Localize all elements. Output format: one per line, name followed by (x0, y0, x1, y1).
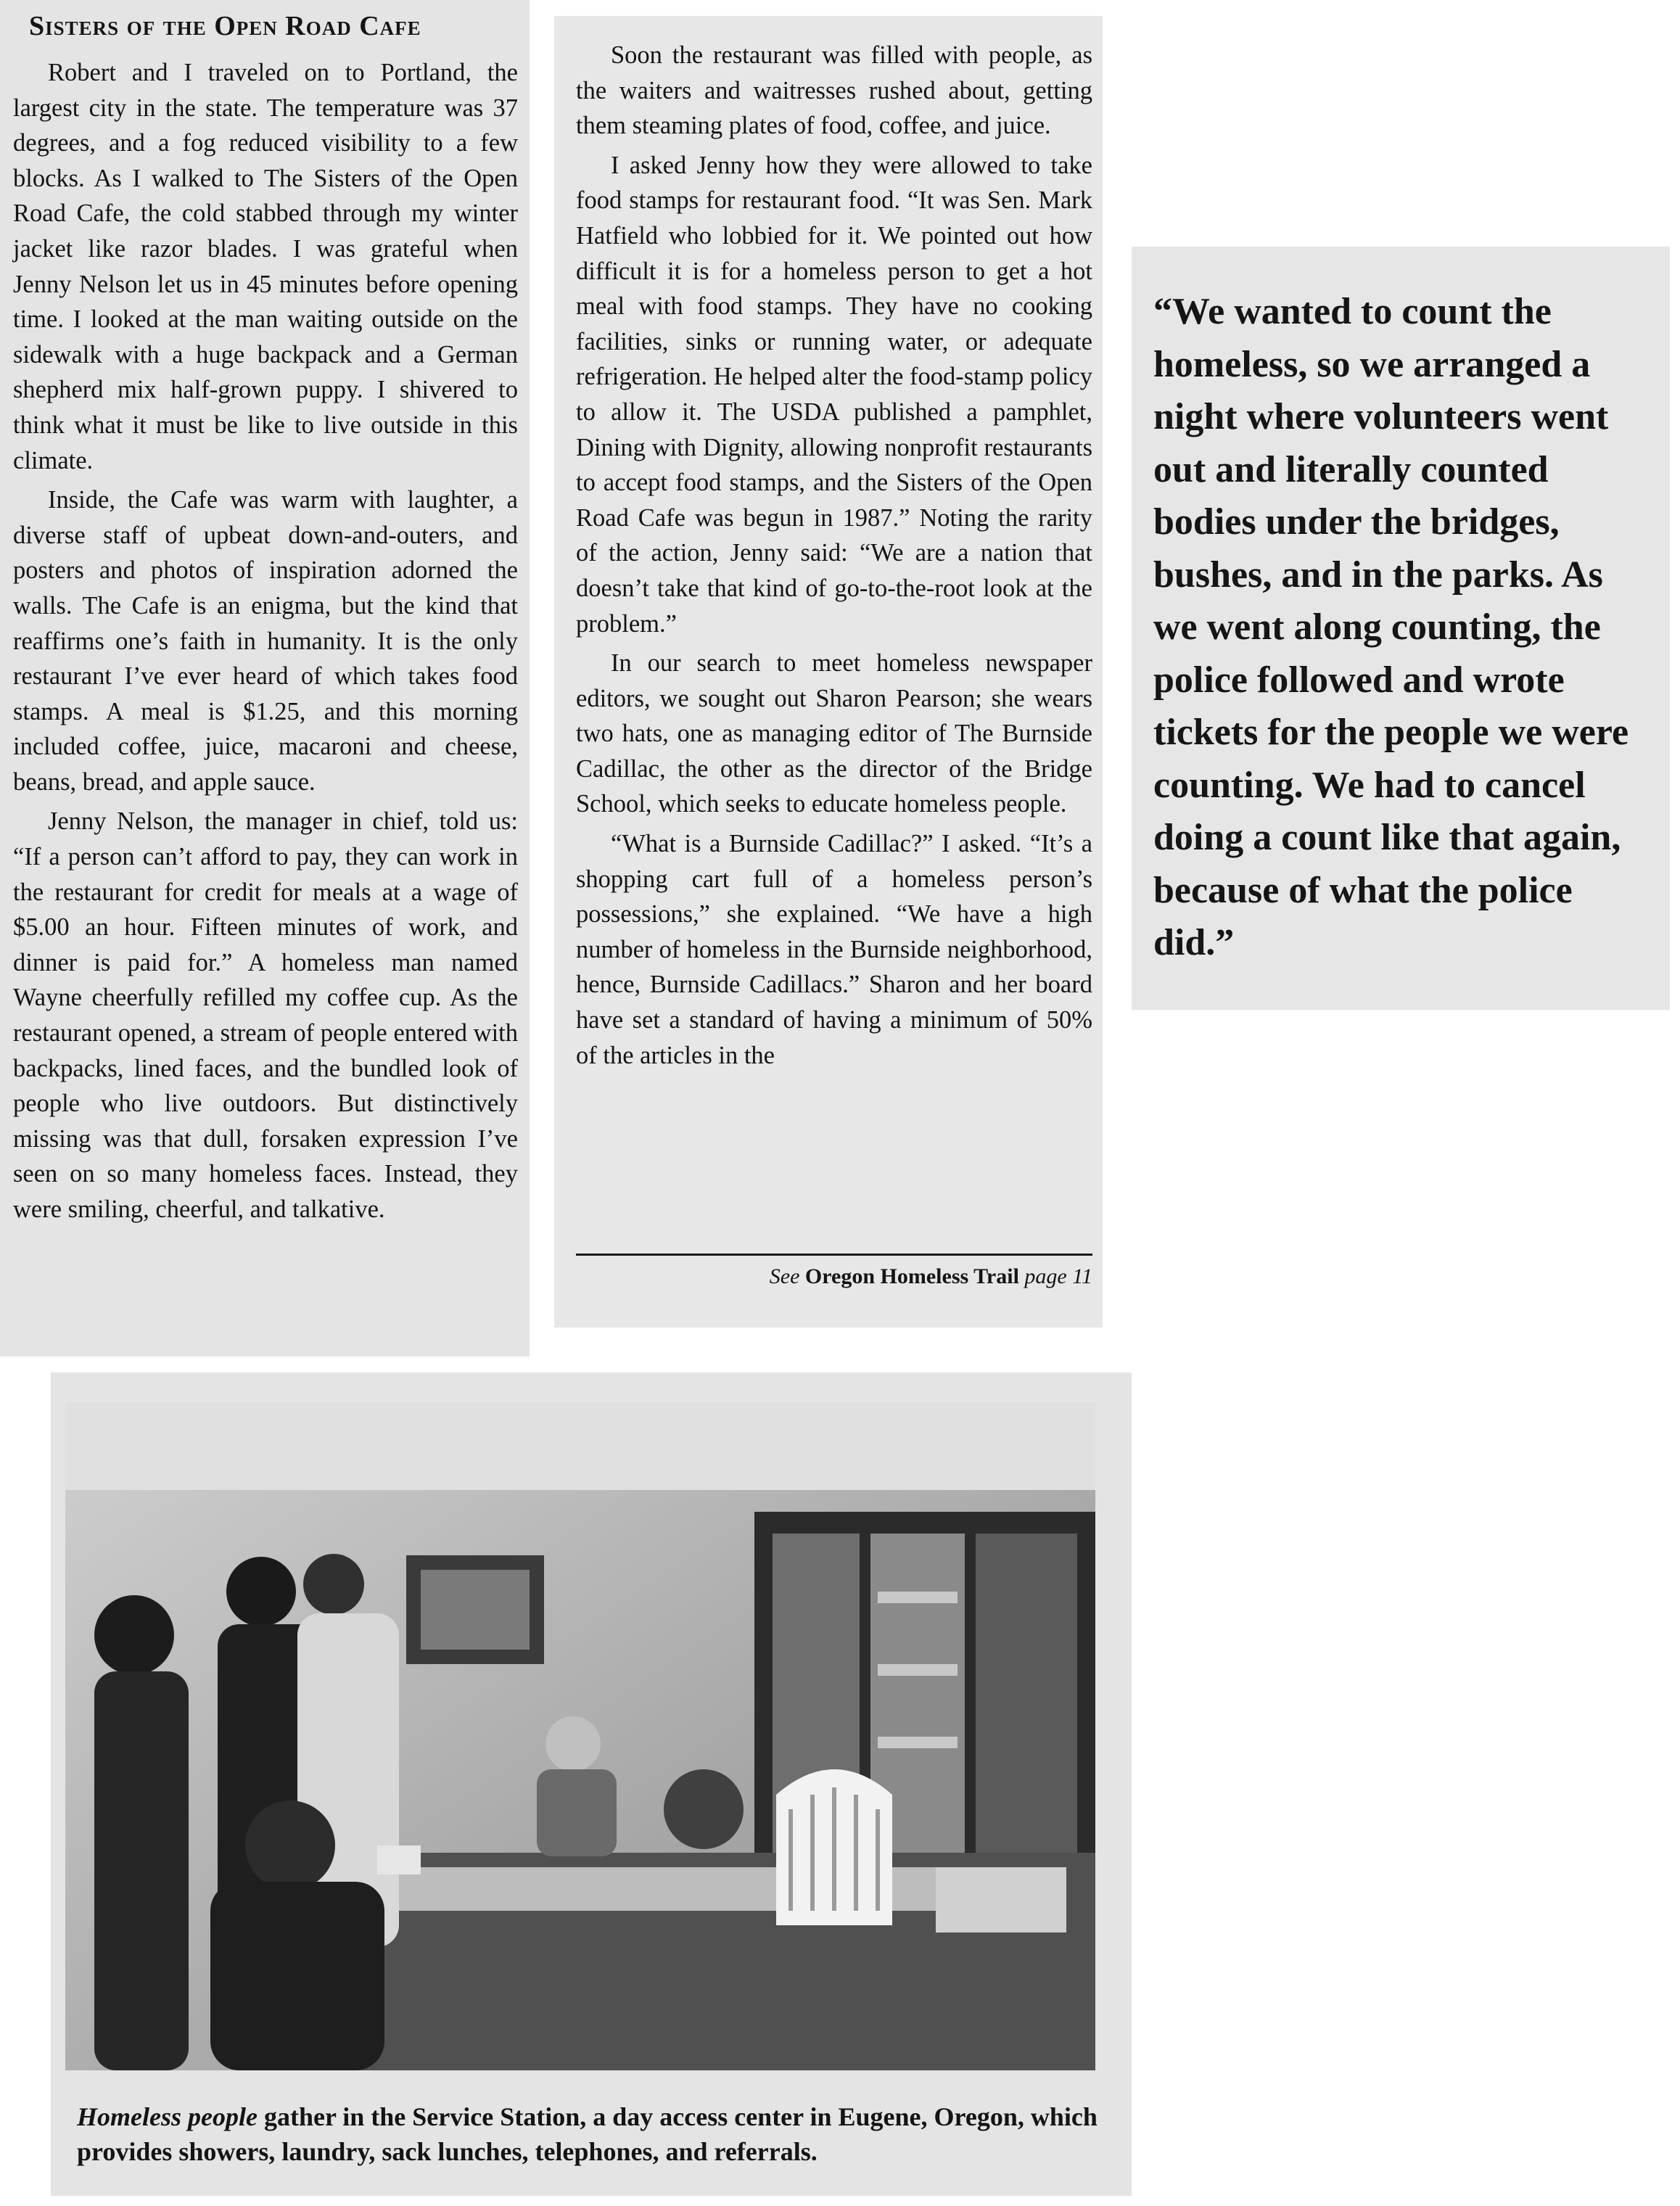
paragraph: Jenny Nelson, the manager in chief, told us: “If a person can’t afford to pay, they can work in the restaurant for credit for meals at a wage of $5.00 an hour. Fifteen minutes of work, and dinner is paid for.” A homeless man named Wayne cheerfully refilled my coffee cup. As the restaurant opened, a stream of people entered with backpacks, lined faces, and the bundled look of people who live outdoors. But distinctively missing was that dull, forsaken expression I’ve seen on so many homeless faces. Instead, they were smiling, cheerful, and talkative. (13, 807, 518, 1223)
continued-line (576, 1254, 1092, 1289)
continued-title: Oregon Homeless Trail (804, 1264, 1019, 1288)
paragraph: In our search to meet homeless newspaper editors, we sought out Sharon Pearson; she wears two hats, one as managing editor of The Burnside Cadillac, the other as the director of the Bridge School, which seeks to educate homeless people. (576, 649, 1092, 818)
article-column-2 (554, 16, 1103, 1328)
photo-image (65, 1403, 1095, 2070)
continued-see: See (769, 1264, 800, 1288)
article-column-1 (0, 0, 530, 1357)
caption-lead: Homeless people (77, 2102, 258, 2131)
paragraph: Inside, the Cafe was warm with laughter, a diverse staff of upbeat down-and-outers, and posters and photos of inspiration adorned the walls. The Cafe is an enigma, but the kind that reaffirms one’s faith in humanity. It is the only restaurant I’ve ever heard of which takes food stamps. A meal is $1.25, and this morning included coffee, juice, macaroni and cheese, beans, bread, and apple sauce. (13, 486, 518, 796)
paragraph: Soon the restaurant was filled with people, as the waiters and waitresses rushed about, getting them steaming plates of food, coffee, and juice. (576, 41, 1092, 140)
paragraph: Robert and I traveled on to Portland, the largest city in the state. The temperature was 37 degrees, and a fog reduced visibility to a few blocks. As I walked to The Sisters of the Open Road Cafe, the cold stabbed through my winter jacket like razor blades. I was grateful when Jenny Nelson let us in 45 minutes before opening time. I looked at the man waiting outside on the sidewalk with a huge backpack and a German shepherd mix half-grown puppy. I shivered to think what it must be like to live outside in this climate. (13, 59, 518, 474)
paragraph: “What is a Burnside Cadillac?” I asked. “It’s a shopping cart full of a homeless person’s possessions,” she explained. “We have a high number of homeless in the Burnside neighborhood, hence, Burnside Cadillacs.” Sharon and her board have set a standard of having a minimum of 50% of the articles in the (576, 830, 1092, 1069)
continued-page: page 11 (1024, 1264, 1092, 1288)
photo (65, 1403, 1095, 2070)
photo-clipping (51, 1372, 1132, 2196)
paragraph: I asked Jenny how they were allowed to take food stamps for restaurant food. “It was Sen. Mark Hatfield who lobbied for it. We pointed out how difficult it is for a homeless person to get a hot meal with food stamps. They have no cooking facilities, sinks or running water, or adequate refrigeration. He helped alter the food-stamp policy to allow it. The USDA published a pamphlet, Dining with Dignity, allowing nonprofit restaurants to accept food stamps, and the Sisters of the Open Road Cafe was begun in 1987.” Noting the rarity of the action, Jenny said: “We are a nation that doesn’t take that kind of go-to-the-root look at the problem.” (576, 151, 1092, 638)
caption-text: gather in the Service Station, a day access center in Eugene, Oregon, which provides showers, laundry, sack lunches, telephones, and referrals. (77, 2102, 1098, 2166)
photo-caption (77, 2099, 1107, 2169)
pull-quote-clipping (1132, 247, 1670, 1010)
headline: Sisters of the Open Road Cafe (29, 11, 421, 41)
pull-quote: “We wanted to count the homeless, so we arranged a night where volunteers went out and literally counted bodies under the bridges, bushes, and in the parks. As we went along counting, the police followed and wrote tickets for the people we were counting. We had to cancel doing a count like that again, because of what the police did.” (1153, 291, 1629, 963)
